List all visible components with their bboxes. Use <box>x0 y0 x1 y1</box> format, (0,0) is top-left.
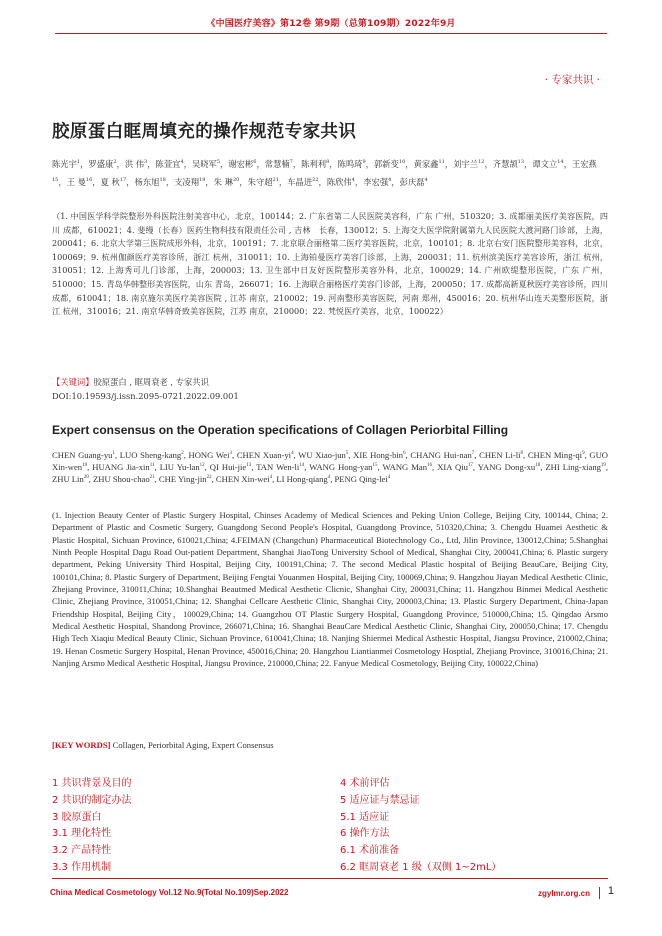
chinese-author-affiliation-number: 12 <box>478 159 485 166</box>
english-author-affiliation-number: 13 <box>246 463 252 469</box>
footer-journal: China Medical Cosmetology Vol.12 No.9(Total No.109)Sep.2022 <box>50 888 289 897</box>
chinese-author: 支凌翔$^{19}$ <box>174 177 206 187</box>
english-author-affiliation-number: 15 <box>372 463 378 469</box>
english-author-affiliation-number: 12 <box>199 463 205 469</box>
english-author: QI Hui-jie$^{13}$ <box>209 462 252 473</box>
chinese-author: 李宏强$^4$ <box>363 177 392 187</box>
english-author: CHEN Guang-$yu^1$ <box>52 450 115 460</box>
chinese-author-affiliation-number: 3 <box>144 159 148 166</box>
english-author-affiliation-number: 11 <box>149 463 155 469</box>
chinese-author: 王 曼$^{16}$ <box>66 177 93 187</box>
english-author: ZHU Shou-chao$^{21}$ <box>93 474 155 485</box>
chinese-author: 夏 秋$^{17}$ <box>100 177 127 187</box>
chinese-author-list: 陈光宇$^1$，罗盛康$^2$，洪 伟$^3$，陈萱宜$^4$，吴晓军$^5$，谢宏彬$^6$，常慧楠$^7$，陈利利$^8$，陈鸣琦$^9$，郭新变$^{10}$，黄家鑫$^{11}$，刘宇兰$^{12}$，齐慧颉$^{13}$，谭文立$^{14}$，王宏燕$^{15}$，王 曼$^{16}$，夏 秋$^{17}$，杨东旭$^{18}$，支凌翔$^{19}$，朱 琳$^{20}$，朱守超$^{21}$，车晶进$^{22}$，陈欣伟$^4$，李宏强$^4$，彭庆磊$^4$ <box>52 159 597 187</box>
chinese-author: 车晶进$^{22}$ <box>287 177 319 187</box>
toc-item[interactable]: 3.2 产品特性 <box>52 845 112 857</box>
chinese-author: 郭新变$^{10}$ <box>373 159 406 169</box>
toc-item[interactable]: 6.2 眶周衰老 1 级（双侧 1~2mL） <box>340 861 502 873</box>
english-author-affiliation-number: 4 <box>387 475 391 481</box>
chinese-author-affiliation-number: 18 <box>159 177 166 184</box>
english-author: WANG Hong-yan$^{15}$ <box>309 462 378 473</box>
english-author-affiliation-number: 16 <box>427 463 433 469</box>
english-author: HONG Wei$^3$ <box>188 450 232 460</box>
english-affiliations: (1. Injection Beauty Center of Plastic Surgery Hospital, Chinses Academy of Medical Sciences and Peking Union College, Beijing City, 100144, China; 2. Department of Plastic and Cosmetic Surgery, Guangdong Second People's Hospital, Guangdong Province, 510320,China; 3. Chengdu Huamei Aesthetic & Plastic Hospital, Sichuan Province, 610021,China; 4.FEIMAN (Changchun) Pharmaceutical Biotechnology Co., Ltd, Jilin Province, 130012,China; 5.Shanghai Ninth People Hospital Dagu Road Out-patient Department, Shanghai JiaoTong University School of Medical, Shanghai City, 200041,China; 6. Plastic surgery department, Peking University Third Hospital, Beijing City, 100191,China; 7. The second Medical Plastic hospital of Beijing BeauCare, Beijing City, 100101,China; 8. Plastic Surgery of Department, Beijing Fengtai Youanmen Hospital, Beijing City, 100069,China; 9. Hangzhou Jiayan Medical Aesthetic Clinic, Zhejiang Province, 310011,China; 10.Shanghai Beautmed Medical Aesthetic Clicnic, Shanghai City, 200031,China; 11. Hangzhou Binmei Medical Aesthetic Clinic, Zhejiang Province, 310051,China; 12. Shanghai Cellcare Aesthetic Clinic, Shanghai City, 200003,China; 13. Plastic Surgery Department, China-Japan Friendship Hospital, Beijing City，100029,China; 14. Guangzhou OT Plastic Surgery Hospital, Guangdong Province, 510000,China; 15. Qingdao Arsmo Medical Aesthetic Hospital, Shandong Province, 266071,China; 16. Shanghai BeauCare Medical Aesthetic Clinic, Shanghai City, 200050,China; 17. Chengdu High Tech Xiaqiu Medical Beauty Clinic, Sichuan Province, 610041,China; 18. Nanjing Shiermei Medical Asthestic Hospital, Jiangsu Province, 210002,China; 19. Henan Cosmetic Surgery Hospital, Henan Province, 450016,China; 20. Hangzhou Liantianmei Cosmetology Hosptial, Zhejiang Province, 310016,China; 21. Nanjing Arsmo Medical Aesthetic Hospital, Jiangsu Province, 210000,China; 22. Fanyue Medical Cosmetology, Beijing City, 100022,China) <box>52 510 608 669</box>
chinese-author-affiliation-number: 16 <box>85 177 93 184</box>
english-author: CHEN $Li-li^8$ <box>479 450 523 460</box>
footer-website[interactable]: zgylmr.org.cn <box>537 889 590 898</box>
chinese-author: 吴晓军$^5$ <box>191 159 221 169</box>
english-keywords <box>52 740 274 750</box>
header-rule <box>55 33 607 34</box>
english-author-affiliation-number: 1 <box>112 451 115 457</box>
page-number: 1 <box>607 885 614 897</box>
english-author: CHEN Ming-$qi^9$ <box>527 450 585 460</box>
english-author-affiliation-number: 17 <box>467 463 473 469</box>
chinese-author-affiliation-number: 11 <box>438 159 445 166</box>
chinese-keywords <box>52 376 209 388</box>
english-author-affiliation-number: 4 <box>327 475 331 481</box>
chinese-author-affiliation-number: 4 <box>388 177 392 184</box>
english-keywords-label: [KEY WORDS] <box>52 740 111 750</box>
english-author-affiliation-number: 7 <box>471 451 475 457</box>
chinese-author-affiliation-number: 5 <box>216 159 221 166</box>
chinese-author-affiliation-number: 21 <box>272 177 279 184</box>
toc-item[interactable]: 3.3 作用机制 <box>52 861 112 873</box>
chinese-author-affiliation-number: 10 <box>398 159 406 166</box>
chinese-author-affiliation-number: 4 <box>351 177 355 184</box>
english-author: CHEN Xin-wei$^4$ <box>215 474 273 485</box>
section-tag: · 专家共识 · <box>544 74 600 86</box>
chinese-author-affiliation-number: 15 <box>52 177 59 184</box>
chinese-author-affiliation-number: 13 <box>517 159 525 166</box>
footer-rule <box>52 878 608 879</box>
english-author-affiliation-number: 21 <box>149 475 155 481</box>
english-author-affiliation-number: 5 <box>345 451 349 457</box>
english-author: YANG Dong-$xu^{18}$ <box>477 462 541 473</box>
chinese-author: 陈萱宜$^4$ <box>155 159 184 169</box>
chinese-author: 朱 琳$^{20}$ <box>213 177 240 187</box>
english-author-affiliation-number: 9 <box>582 451 585 457</box>
toc-item[interactable]: 6 操作方法 <box>340 828 390 840</box>
english-author: TAN Wen-$li^{14}$ <box>256 462 305 473</box>
english-author: ZHI Ling-xiang$^{19}$ <box>545 462 606 473</box>
chinese-author: 刘宇兰$^{12}$ <box>453 159 485 169</box>
english-author: GUO Xin-wen$^{10}$ <box>52 450 609 473</box>
chinese-keywords-text: 胶原蛋白 , 眶周衰老 , 专家共识 <box>93 377 209 387</box>
doi: DOI:10.19593/j.issn.2095-0721.2022.09.001 <box>52 391 239 401</box>
toc-item[interactable]: 6.1 术前准备 <box>340 845 400 857</box>
chinese-author-affiliation-number: 22 <box>312 177 319 184</box>
chinese-author: 齐慧颉$^{13}$ <box>492 159 525 169</box>
chinese-author: 杨东旭$^{18}$ <box>134 177 166 187</box>
toc-item[interactable]: 4 术前评估 <box>340 778 390 789</box>
chinese-affiliations: （1. 中国医学科学院整形外科医院注射美容中心，北京，100144；2. 广东省第二人民医院美容科，广东 广州，510320；3. 成都丽美医疗美容医院，四川 成都，610021；4. 斐缦（长春）医药生物科技有限责任公司 , 吉林 长春，130012；5. 上海交大医学院附属第九人民医院大渡河路门诊部，上海，200041；6. 北京大学第三医院成形外科，北京，100191；7. 北京联合丽格第二医疗美容医院，北京，100101；8. 北京右安门医院整形美容科，北京，100069；9. 杭州伽颜医疗美容诊所，浙江 杭州，310011；10. 上海铂曼医疗美容门诊部，上海，200031；11. 杭州滨美医疗美容诊所，浙江 杭州，310051；12. 上海秀可儿门诊部，上海，200003；13. 卫生部中日友好医院整形美容外科，北京，100029；14. 广州欧缇整形医院，广东 广州，510000；15. 青岛华韩整形美容医院，山东 青岛，266071；16. 上海联合丽格医疗美容门诊部，上海，200050；17. 成都高新夏秋医疗美容诊所，四川 成都，610041；18. 南京施尔美医疗美容医院 , 江苏 南京，210002；19. 河南整形美容医院，河南 郑州，450016；20. 杭州华山连天美整形医院，浙江 杭州，310016；21. 南京华韩奇致美容医院，江苏 南京，210000；22. 梵悦医疗美容，北京，100022） <box>52 211 608 317</box>
english-author: XIE Hong-bin$^6$ <box>353 450 406 460</box>
chinese-author: 谢宏彬$^6$ <box>228 159 257 169</box>
english-author-affiliation-number: 4 <box>291 451 294 457</box>
chinese-title: 胶原蛋白眶周填充的操作规范专家共识 <box>52 122 357 142</box>
chinese-author: 罗盛康$^2$ <box>88 159 117 169</box>
english-author-affiliation-number: 3 <box>229 451 232 457</box>
english-author: LI Hong-qiang$^4$ <box>276 474 331 485</box>
toc-item[interactable]: 1 共识背景及目的 <box>52 778 132 789</box>
chinese-author: 常慧楠$^7$ <box>264 159 293 169</box>
english-author: CHANG Hui-nan$^7$ <box>410 450 475 460</box>
english-author-affiliation-number: 10 <box>82 463 88 469</box>
toc-item[interactable]: 3.1 理化特性 <box>52 828 112 840</box>
english-author: XIA Qiu$^{17}$ <box>437 462 473 473</box>
footer-separator <box>599 887 600 899</box>
chinese-author-affiliation-number: 9 <box>362 159 366 166</box>
english-author-affiliation-number: 19 <box>600 463 606 469</box>
chinese-author-affiliation-number: 6 <box>253 159 257 166</box>
english-author: ZHU Lin$^{20}$ <box>52 474 89 485</box>
chinese-author-affiliation-number: 7 <box>289 159 293 166</box>
toc-item[interactable]: 2 共识的制定办法 <box>52 794 132 806</box>
english-author-affiliation-number: 4 <box>269 475 273 481</box>
toc-item[interactable]: 3 胶原蛋白 <box>52 811 102 823</box>
chinese-author: 陈欣伟$^4$ <box>326 177 355 187</box>
english-author-affiliation-number: 6 <box>403 451 406 457</box>
english-author-affiliation-number: 18 <box>535 463 541 469</box>
english-title: Expert consensus on the Operation specifications of Collagen Periorbital Filling <box>52 423 509 437</box>
english-author: CHEN Xuan-$yi^4$ <box>236 450 294 460</box>
english-author: LUO Sheng-kang$^2$ <box>119 450 184 460</box>
english-author: PENG Qing-lei$^4$ <box>334 474 391 485</box>
english-author-affiliation-number: 8 <box>520 451 523 457</box>
chinese-keywords-label: 【关键词】 <box>52 377 94 387</box>
chinese-author-affiliation-number: 8 <box>326 159 330 166</box>
chinese-author: 朱守超$^{21}$ <box>247 177 279 187</box>
english-author: LIU Yu-lan$^{12}$ <box>159 462 205 473</box>
english-author-list: CHEN Guang-$yu^1$, LUO Sheng-kang$^2$, HONG Wei$^3$, CHEN Xuan-$yi^4$, WU Xiao-jun$^5$, XIE Hong-bin$^6$, CHANG Hui-nan$^7$, CHEN $Li-li^8$, CHEN Ming-$qi^9$, GUO Xin-wen$^{10}$, HUANG Jia-xin$^{11}$, LIU Yu-lan$^{12}$, QI Hui-jie$^{13}$, TAN Wen-$li^{14}$, WANG Hong-yan$^{15}$, WANG Man$^{16}$, XIA Qiu$^{17}$, YANG Dong-$xu^{18}$, ZHI Ling-xiang$^{19}$, ZHU Lin$^{20}$, ZHU Shou-chao$^{21}$, CHE Ying-jin$^{22}$, CHEN Xin-wei$^4$, LI Hong-qiang$^4$, PENG Qing-lei$^4$ <box>52 450 609 485</box>
journal-header: 《中国医疗美容》第12卷 第9期（总第109期）2022年9月 <box>206 19 456 29</box>
chinese-author-affiliation-number: 1 <box>76 159 81 166</box>
english-author: HUANG Jia-xin$^{11}$ <box>92 462 155 473</box>
english-keywords-text: Collagen, Periorbital Aging, Expert Consensus <box>112 740 274 750</box>
english-author: WU Xiao-jun$^5$ <box>298 450 349 460</box>
chinese-author: 洪 伟$^3$ <box>124 159 148 169</box>
english-author-affiliation-number: 14 <box>299 463 305 469</box>
chinese-author: 陈鸣琦$^9$ <box>337 159 366 169</box>
chinese-author: 彭庆磊$^4$ <box>399 177 428 187</box>
chinese-author-affiliation-number: 17 <box>119 177 127 184</box>
english-author-affiliation-number: 2 <box>181 451 184 457</box>
chinese-author-affiliation-number: 2 <box>113 159 117 166</box>
chinese-author-affiliation-number: 19 <box>199 177 206 184</box>
chinese-author: 陈利利$^8$ <box>301 159 330 169</box>
english-author: CHE Ying-jin$^{22}$ <box>158 474 212 485</box>
chinese-author: 陈光宇$^1$ <box>52 159 81 169</box>
english-author: WANG Man$^{16}$ <box>382 462 433 473</box>
chinese-author-affiliation-number: 14 <box>557 159 564 166</box>
chinese-author-affiliation-number: 20 <box>232 177 240 184</box>
toc-item[interactable]: 5.1 适应证 <box>340 811 390 823</box>
chinese-author-affiliation-number: 4 <box>424 177 428 184</box>
english-author-affiliation-number: 22 <box>206 475 212 481</box>
toc-right-column <box>340 776 501 877</box>
english-author-affiliation-number: 20 <box>83 475 89 481</box>
chinese-author: 谭文立$^{14}$ <box>532 159 564 169</box>
chinese-author-affiliation-number: 4 <box>180 159 184 166</box>
chinese-author: 黄家鑫$^{11}$ <box>413 159 445 169</box>
toc-left-column <box>52 776 132 877</box>
toc-item[interactable]: 5 适应证与禁忌证 <box>340 794 420 806</box>
chinese-author: 王宏燕$^{15}$ <box>52 159 597 184</box>
